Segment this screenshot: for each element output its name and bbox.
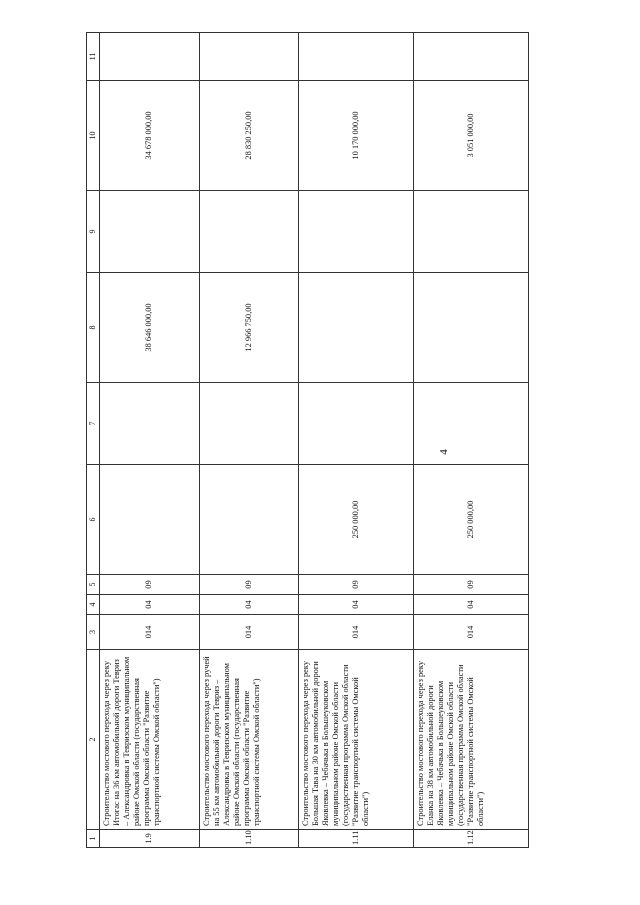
cell-col9 bbox=[414, 191, 529, 273]
cell-col6: 250 000,00 bbox=[414, 465, 529, 575]
table-row bbox=[299, 33, 414, 848]
col-header-7: 7 bbox=[87, 383, 100, 465]
cell-col5: 09 bbox=[299, 575, 414, 595]
cell-col7 bbox=[414, 383, 529, 465]
column-number-row bbox=[87, 33, 100, 848]
cell-col11 bbox=[414, 33, 529, 81]
cell-col4: 04 bbox=[100, 595, 200, 615]
cell-col3: 014 bbox=[299, 615, 414, 650]
cell-col11 bbox=[100, 33, 200, 81]
col-header-2: 2 bbox=[87, 650, 100, 830]
cell-col5: 09 bbox=[100, 575, 200, 595]
row-description: Строительство мостового перехода через реку Еланка на 38 км автомобильной дороги Яковлевка – Чебачька в Большеуковском муниципальном районе Омской области (государственная программа Омской области "Развитие транспортной системы Омской области") bbox=[414, 650, 529, 830]
cell-col11 bbox=[299, 33, 414, 81]
cell-col4: 04 bbox=[199, 595, 299, 615]
row-number: 1.10 bbox=[199, 830, 299, 848]
cell-col7 bbox=[100, 383, 200, 465]
table-row bbox=[199, 33, 299, 848]
cell-col3: 014 bbox=[100, 615, 200, 650]
cell-col7 bbox=[199, 383, 299, 465]
col-header-4: 4 bbox=[87, 595, 100, 615]
col-header-8: 8 bbox=[87, 273, 100, 383]
cell-col3: 014 bbox=[199, 615, 299, 650]
col-header-10: 10 bbox=[87, 81, 100, 191]
cell-col6 bbox=[199, 465, 299, 575]
cell-col5: 09 bbox=[199, 575, 299, 595]
cell-col8 bbox=[414, 273, 529, 383]
cell-col10: 28 830 250,00 bbox=[199, 81, 299, 191]
col-header-6: 6 bbox=[87, 465, 100, 575]
row-number: 1.12 bbox=[414, 830, 529, 848]
cell-col10: 3 051 000,00 bbox=[414, 81, 529, 191]
col-header-1: 1 bbox=[87, 830, 100, 848]
col-header-3: 3 bbox=[87, 615, 100, 650]
cell-col10: 34 678 000,00 bbox=[100, 81, 200, 191]
cell-col3: 014 bbox=[414, 615, 529, 650]
row-description: Строительство мостового перехода через реку Итогас на 36 км автомобильной дороги Тевриз – Александровка в Тевризском муниципальном районе Омской области (государственная программа Омской области "Развитие транспортной системы Омской области") bbox=[100, 650, 200, 830]
page-number: 4 bbox=[437, 449, 450, 455]
cell-col7 bbox=[299, 383, 414, 465]
cell-col10: 10 170 000,00 bbox=[299, 81, 414, 191]
cell-col8: 38 646 000,00 bbox=[100, 273, 200, 383]
budget-table bbox=[86, 32, 529, 848]
cell-col6 bbox=[100, 465, 200, 575]
cell-col11 bbox=[199, 33, 299, 81]
table-row bbox=[414, 33, 529, 848]
row-description: Строительство мостового перехода через ручей на 55 км автомобильной дороги Тевриз – Александровка в Тевризском муниципальном районе Омской области (государственная программа Омской области "Развитие транспортной системы Омской области") bbox=[199, 650, 299, 830]
cell-col8: 12 966 750,00 bbox=[199, 273, 299, 383]
cell-col6: 250 000,00 bbox=[299, 465, 414, 575]
cell-col8 bbox=[299, 273, 414, 383]
cell-col9 bbox=[199, 191, 299, 273]
cell-col4: 04 bbox=[299, 595, 414, 615]
cell-col4: 04 bbox=[414, 595, 529, 615]
rotated-table-container bbox=[86, 33, 529, 848]
row-number: 1.9 bbox=[100, 830, 200, 848]
cell-col5: 09 bbox=[414, 575, 529, 595]
cell-col9 bbox=[100, 191, 200, 273]
col-header-5: 5 bbox=[87, 575, 100, 595]
col-header-11: 11 bbox=[87, 33, 100, 81]
row-number: 1.11 bbox=[299, 830, 414, 848]
table-row bbox=[100, 33, 200, 848]
cell-col9 bbox=[299, 191, 414, 273]
col-header-9: 9 bbox=[87, 191, 100, 273]
row-description: Строительство мостового перехода через реку Большая Тава на 30 км автомобильной дороги Яковлевка – Чебачька в Большеуковском муниципальном районе Омской области (государственная программа Омской области "Развитие транспортной системы Омской области") bbox=[299, 650, 414, 830]
